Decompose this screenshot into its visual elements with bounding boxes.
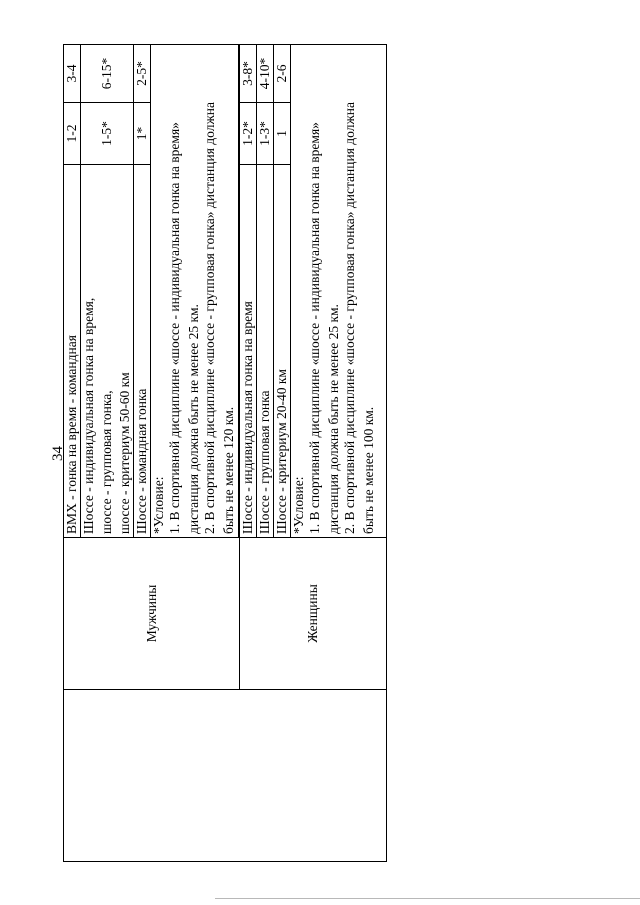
discipline-cell [257, 165, 274, 538]
discipline-cell [81, 165, 134, 538]
empty-first-column [64, 690, 387, 862]
discipline-line: Шоссе - критериум 20-40 км [274, 369, 289, 534]
discipline-cell [240, 165, 257, 538]
value-cell: 1 [274, 103, 291, 165]
condition-note [291, 45, 387, 538]
condition-line: 1. В спортивной дисциплине «шоссе - индивидуальная гонка на время» [307, 122, 322, 534]
discipline-line: ВМХ - гонка на время - командная [64, 335, 79, 534]
scan-edge-line [215, 898, 640, 899]
condition-line: 2. В спортивной дисциплине «шоссе - групповая гонка» дистанция должна [202, 101, 217, 534]
rank-requirements-table [63, 44, 387, 862]
value-cell: 2-5* [134, 45, 151, 103]
discipline-cell [64, 165, 81, 538]
value-cell: 3-8* [240, 45, 257, 103]
value-cell: 4-10* [257, 45, 274, 103]
value-cell: 1-5* [81, 103, 134, 165]
discipline-line: Шоссе - индивидуальная гонка на время, [81, 297, 96, 534]
value-cell: 3-4 [64, 45, 81, 103]
value-cell: 1-2* [240, 103, 257, 165]
discipline-cell [274, 165, 291, 538]
condition-line: дистанция должна быть не менее 25 км. [186, 304, 201, 534]
value-cell: 1-3* [257, 103, 274, 165]
discipline-line: Шоссе - индивидуальная гонка на время [240, 301, 255, 534]
discipline-line: Шоссе - командная гонка [134, 388, 149, 534]
value-cell: 1* [134, 103, 151, 165]
discipline-line: шоссе - групповая гонка, [99, 390, 114, 534]
discipline-cell [134, 165, 151, 538]
condition-line: быть не менее 120 км. [221, 406, 236, 534]
rotated-table-sheet [63, 45, 391, 862]
condition-note [151, 45, 239, 538]
value-cell: 6-15* [81, 45, 134, 103]
condition-line: быть не менее 100 км. [361, 406, 376, 534]
condition-line: *Условие: [151, 476, 166, 534]
group-label-women: Женщины [240, 538, 387, 690]
value-cell: 2-6 [274, 45, 291, 103]
page-number-text: 34 [49, 445, 66, 461]
condition-line: *Условие: [291, 476, 306, 534]
condition-line: 1. В спортивной дисциплине «шоссе - индивидуальная гонка на время» [167, 122, 182, 534]
table-row [64, 45, 81, 862]
discipline-line: шоссе - критериум 50-60 км [117, 372, 132, 534]
discipline-line: Шоссе - групповая гонка [257, 390, 272, 534]
condition-line: дистанция должна быть не менее 25 км. [326, 304, 341, 534]
value-cell: 1-2 [64, 103, 81, 165]
condition-line: 2. В спортивной дисциплине «шоссе - групповая гонка» дистанция должна [342, 101, 357, 534]
group-label-men: Мужчины [64, 538, 240, 690]
